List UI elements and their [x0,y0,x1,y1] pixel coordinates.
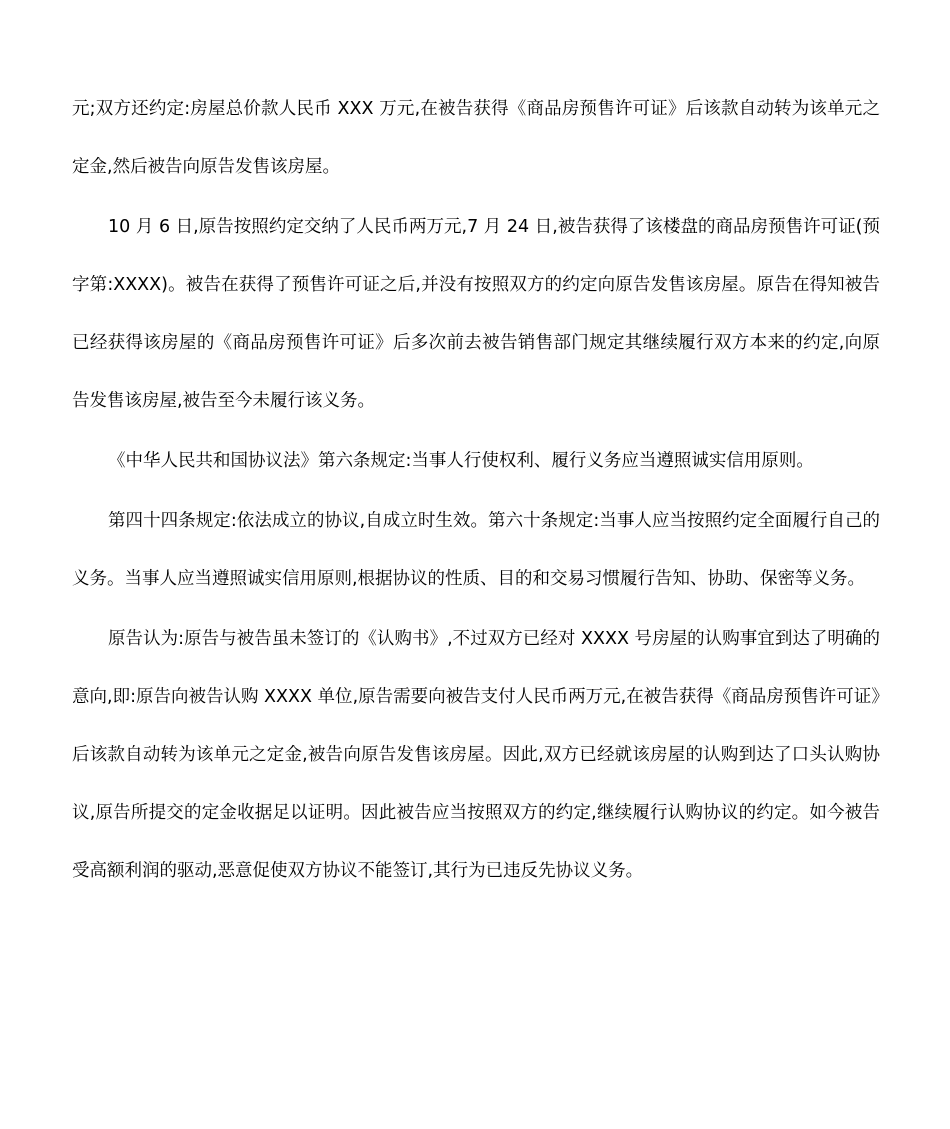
paragraph-5: 原告认为:原告与被告虽未签订的《认购书》,不过双方已经对 XXXX 号房屋的认购事宜到达了明确的意向,即:原告向被告认购 XXXX 单位,原告需要向被告支付人民币两万元,在被告获得《商品房预售许可证》后该款自动转为该单元之定金,被告向原告发售该房屋。因此,双方已经就该房屋的认购到达了口头认购协议,原告所提交的定金收据足以证明。因此被告应当按照双方的约定,继续履行认购协议的约定。如今被告受高额利润的驱动,恶意促使双方协议不能签订,其行为已违反先协议义务。 [72,629,880,881]
paragraph-2: 10 月 6 日,原告按照约定交纳了人民币两万元,7 月 24 日,被告获得了该楼盘的商品房预售许可证(预字第:XXXX)。被告在获得了预售许可证之后,并没有按照双方的约定向原告发售该房屋。原告在得知被告已经获得该房屋的《商品房预售许可证》后多次前去被告销售部门规定其继续履行双方本来的约定,向原告发售该房屋,被告至今未履行该义务。 [72,217,880,411]
paragraph-4: 第四十四条规定:依法成立的协议,自成立时生效。第六十条规定:当事人应当按照约定全面履行自己的义务。当事人应当遵照诚实信用原则,根据协议的性质、目的和交易习惯履行告知、协助、保密等义务。 [72,511,880,589]
paragraph-1: 元;双方还约定:房屋总价款人民币 XXX 万元,在被告获得《商品房预售许可证》后该款自动转为该单元之定金,然后被告向原告发售该房屋。 [72,99,880,177]
paragraph-3: 《中华人民共和国协议法》第六条规定:当事人行使权利、履行义务应当遵照诚实信用原则。 [108,451,814,471]
document-page [72,80,880,902]
